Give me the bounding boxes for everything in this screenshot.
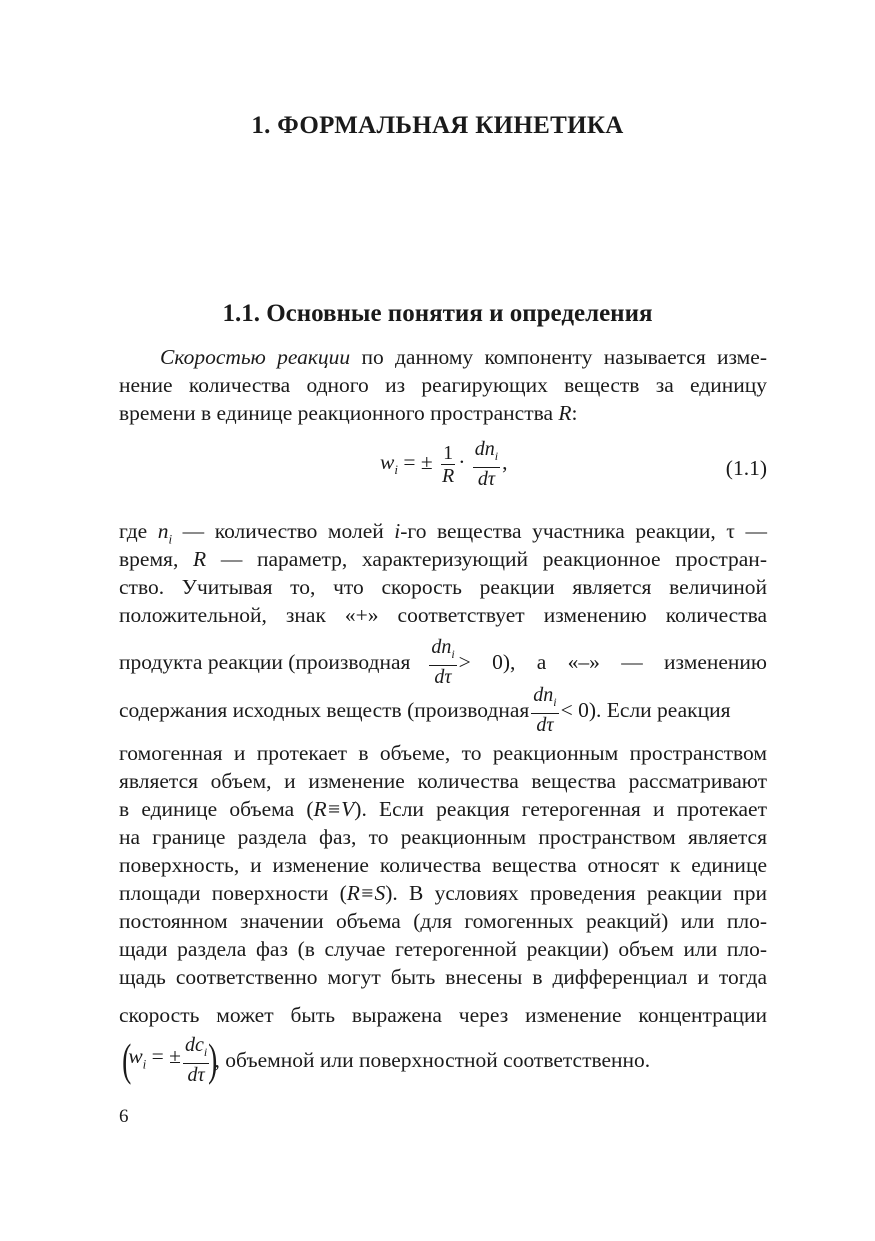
para2-line17: ( $w_i$ = ± $\frac{dc_i}{d\tau}$ ) , объемной или поверхностной соответственно. <box>122 1034 651 1086</box>
chapter-title: 1. ФОРМАЛЬНАЯ КИНЕТИКА <box>251 112 624 139</box>
para2-line10: на границе раздела фаз, то реакционным пространством является <box>119 825 767 849</box>
equation-1-1: $w_i$ = ± $\frac{1}{R}$ · $\frac{dn_i}{d\tau}$ , <box>380 438 508 490</box>
term-reaction-rate: Скоростью реакции <box>160 345 351 369</box>
para2-line1: где $n_i$ — количество молей i-го вещества участника реакции, τ — <box>119 519 767 547</box>
para1-line2: нение количества одного из реагирующих веществ за единицу <box>119 373 767 397</box>
para2-line8: является объем, и изменение количества вещества рассматривают <box>119 769 767 793</box>
fraction-dc-dtau: $\frac{dc_i}{d\tau}$ <box>184 1034 208 1086</box>
para2-line15: щадь соответственно могут быть внесены в дифференциал и тогда <box>119 965 767 989</box>
fraction-dn-dtau-inline-1: $\frac{dn_i}{d\tau}$ <box>431 636 455 688</box>
para2-line14: щади раздела фаз (в случае гетерогенной реакции) объем или пло- <box>119 937 767 961</box>
fraction-1-over-R: $\frac{1}{R}$ <box>442 441 455 487</box>
para2-line6: содержания исходных веществ (производная $\frac{dn_i}{d\tau}$ < 0). Если реакция <box>119 684 731 736</box>
para2-line2: время, R — параметр, характеризующий реакционное простран- <box>119 547 767 571</box>
para2-line16: скорость может быть выражена через изменение концентрации <box>119 1003 767 1027</box>
fraction-dn-dtau-inline-2: $\frac{dn_i}{d\tau}$ <box>533 684 557 736</box>
para2-line13: постоянном значении объема (для гомогенных реакций) или пло- <box>119 909 767 933</box>
left-paren: ( <box>122 1034 132 1085</box>
right-paren: ) <box>208 1034 218 1085</box>
para2-line11: поверхность, и изменение количества вещества относят к единице <box>119 853 767 877</box>
para2-line4: положительной, знак «+» соответствует изменению количества <box>119 603 767 627</box>
para2-line7: гомогенная и протекает в объеме, то реакционным пространством <box>119 741 767 765</box>
section-title: 1.1. Основные понятия и определения <box>222 300 653 327</box>
para2-line3: ство. Учитывая то, что скорость реакции является величиной <box>119 575 767 599</box>
para1-line3: времени в единице реакционного пространства R: <box>119 401 578 425</box>
equation-number: (1.1) <box>725 456 767 480</box>
para1-line1: Скоростью реакции по данному компоненту называется изме- <box>160 345 767 369</box>
fraction-dn-dtau: $\frac{dn_i}{d\tau}$ <box>474 438 499 490</box>
page-number: 6 <box>119 1106 129 1127</box>
para2-line9: в единице объема (R≡V). Если реакция гетерогенная и протекает <box>119 797 767 821</box>
para2-line12: площади поверхности (R≡S). В условиях проведения реакции при <box>119 881 767 905</box>
para2-line5: продукта реакции (производная $\frac{dn_i}{d\tau}$ > 0), а «–» — изменению <box>119 636 767 688</box>
